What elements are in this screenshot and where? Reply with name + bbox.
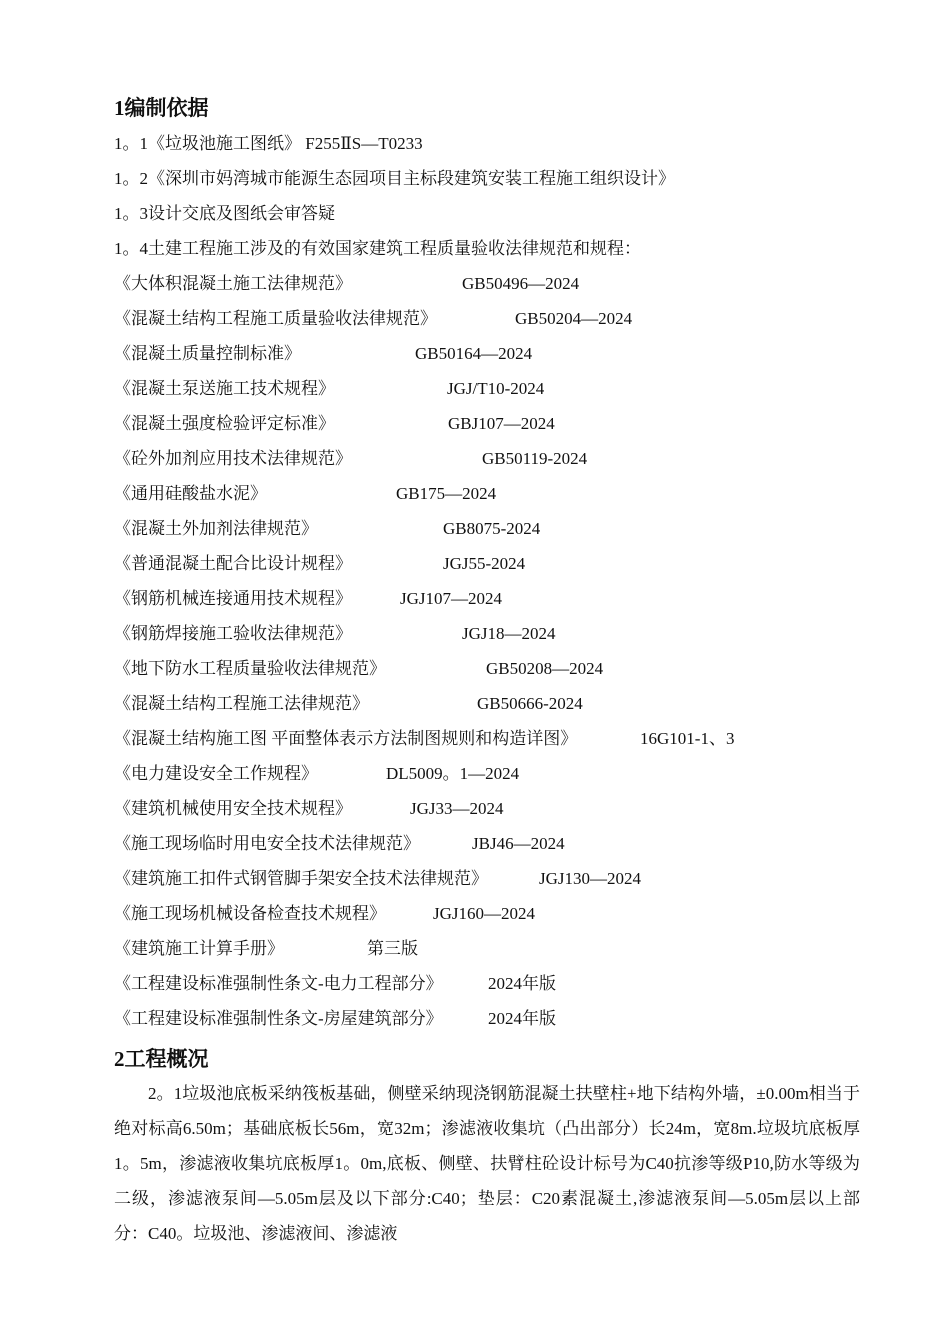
standard-code: JGJ55-2024 [443, 554, 526, 573]
standard-code: JBJ46—2024 [472, 834, 565, 853]
standard-code: 16G101-1、3 [640, 729, 735, 748]
standard-name: 《施工现场临时用电安全技术法律规范》 [114, 834, 420, 853]
standard-name: 《工程建设标准强制性条文-房屋建筑部分》 [114, 1009, 443, 1028]
standard-name: 《混凝土强度检验评定标准》 [114, 414, 335, 433]
standard-name: 《混凝土质量控制标准》 [114, 344, 301, 363]
standard-code: GBJ107—2024 [448, 414, 555, 433]
standard-name: 《建筑机械使用安全技术规程》 [114, 799, 352, 818]
standard-code: GB50119-2024 [482, 449, 588, 468]
standard-name: 《工程建设标准强制性条文-电力工程部分》 [114, 974, 443, 993]
standard-code: GB50204—2024 [515, 309, 633, 328]
standard-name: 《混凝土结构施工图 平面整体表示方法制图规则和构造详图》 [114, 729, 578, 748]
standard-name: 《砼外加剂应用技术法律规范》 [114, 449, 352, 468]
standard-code: GB50164—2024 [415, 344, 533, 363]
basis-item-4: 1。4土建工程施工涉及的有效国家建筑工程质量验收法律规范和规程： [114, 239, 641, 258]
standard-code: JGJ33—2024 [410, 799, 504, 818]
standard-name: 《地下防水工程质量验收法律规范》 [114, 659, 386, 678]
basis-item-1: 1。1《垃圾池施工图纸》 F255ⅡS—T0233 [114, 134, 423, 153]
overview-paragraph: 2。1垃圾池底板采纳筏板基础，侧壁采纳现浇钢筋混凝土扶壁柱+地下结构外墙，±0.00m相当于绝对标高6.50m；基础底板长56m，宽32m；渗滤液收集坑（凸出部分）长24m，宽8m.垃圾坑底板厚1。5m，渗滤液收集坑底板厚1。0m,底板、侧壁、扶臂柱砼设计标号为C40抗渗等级P10,防水等级为二级，渗滤液泵间—5.05m层及以下部分:C40；垫层：C20素混凝土,渗滤液泵间—5.05m层以上部分：C40。垃圾池、渗滤液间、渗滤液 [114, 1084, 860, 1243]
standard-code: GB175—2024 [396, 484, 497, 503]
standard-code: GB50208—2024 [486, 659, 604, 678]
standard-name: 《通用硅酸盐水泥》 [114, 484, 267, 503]
basis-item-3: 1。3设计交底及图纸会审答疑 [114, 204, 335, 223]
standard-name: 《钢筋机械连接通用技术规程》 [114, 589, 352, 608]
standard-code: 2024年版 [488, 974, 556, 993]
standard-code: 2024年版 [488, 1009, 556, 1028]
standard-code: JGJ160—2024 [433, 904, 536, 923]
standard-name: 《普通混凝土配合比设计规程》 [114, 554, 352, 573]
standard-code: GB50666-2024 [477, 694, 583, 713]
standard-code: GB50496—2024 [462, 274, 580, 293]
standard-code: JGJ130—2024 [539, 869, 642, 888]
standard-name: 《混凝土泵送施工技术规程》 [114, 379, 335, 398]
basis-item-2: 1。2《深圳市妈湾城市能源生态园项目主标段建筑安装工程施工组织设计》 [114, 169, 675, 188]
standard-name: 《施工现场机械设备检查技术规程》 [114, 904, 386, 923]
standard-name: 《混凝土结构工程施工法律规范》 [114, 694, 369, 713]
section-1-heading: 1编制依据 [114, 96, 209, 120]
standard-name: 《混凝土结构工程施工质量验收法律规范》 [114, 309, 437, 328]
standard-code: JGJ18—2024 [462, 624, 556, 643]
standard-name: 《大体积混凝土施工法律规范》 [114, 274, 352, 293]
standard-name: 《电力建设安全工作规程》 [114, 764, 318, 783]
standard-name: 《钢筋焊接施工验收法律规范》 [114, 624, 352, 643]
standard-name: 《混凝土外加剂法律规范》 [114, 519, 318, 538]
standard-code: GB8075-2024 [443, 519, 541, 538]
standard-name: 《建筑施工扣件式钢管脚手架安全技术法律规范》 [114, 869, 488, 888]
standard-code: JGJ107—2024 [400, 589, 503, 608]
standard-code: 第三版 [367, 939, 418, 958]
standard-code: DL5009。1—2024 [386, 764, 520, 783]
standard-name: 《建筑施工计算手册》 [114, 939, 284, 958]
standard-code: JGJ/T10-2024 [447, 379, 545, 398]
section-2-heading: 2工程概况 [114, 1047, 209, 1071]
